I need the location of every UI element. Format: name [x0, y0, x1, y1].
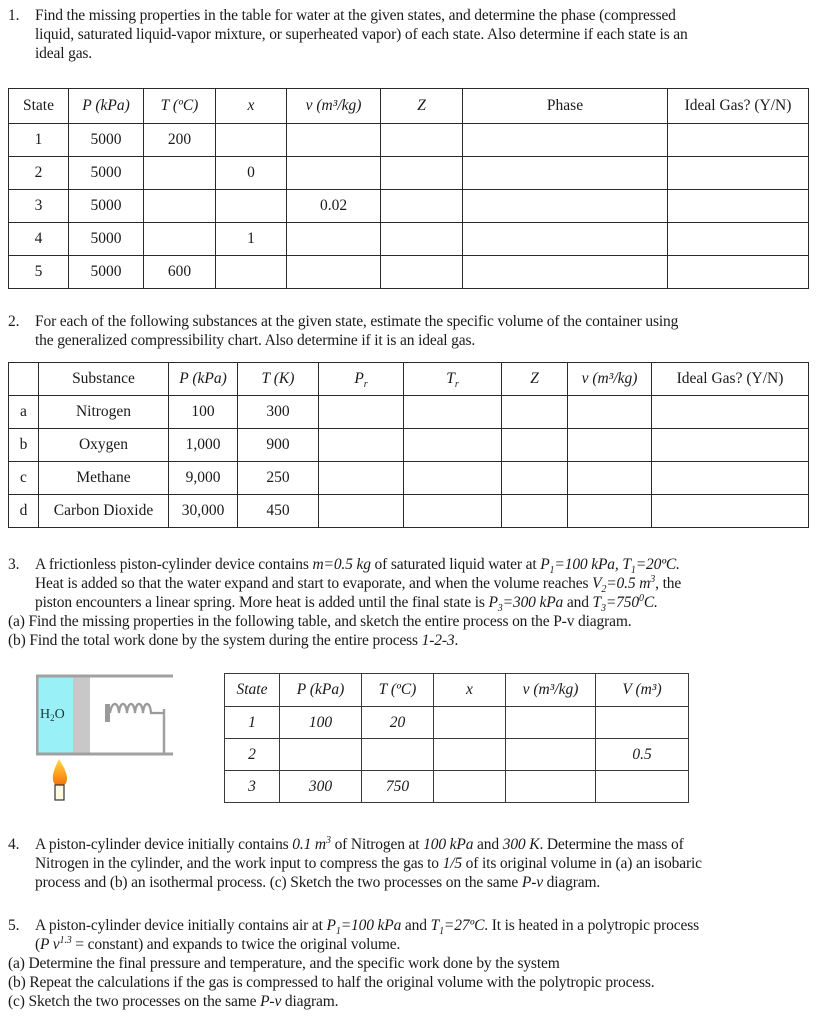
table-row	[225, 771, 689, 803]
cell: Nitrogen	[39, 396, 169, 429]
cell: 0.02	[287, 190, 381, 223]
cell[interactable]	[502, 462, 568, 495]
text-line: A frictionless piston-cylinder device contains m=0.5 kg of saturated liquid water at $P_1=100$ kPa, $T_1=20ºC$.	[35, 556, 680, 577]
cell: 5	[9, 256, 69, 289]
cell[interactable]	[434, 739, 506, 771]
problem-number: 3.	[8, 556, 20, 573]
cell: 1	[9, 124, 69, 157]
cell[interactable]	[434, 707, 506, 739]
cell[interactable]	[216, 256, 287, 289]
problem-4-text	[8, 835, 816, 892]
cell: 4	[9, 223, 69, 256]
table-row	[9, 256, 809, 289]
cell[interactable]	[319, 396, 404, 429]
cell: 20	[362, 707, 434, 739]
part-a-text: (a) Find the missing properties in the following table, and sketch the entire process on the P-v diagram.	[8, 613, 632, 630]
cell: 0.5	[596, 739, 689, 771]
table-row	[9, 223, 809, 256]
text-line: A piston-cylinder device initially contains air at $P_1=100$ kPa and $T_1=27ºC$. It is heated in a polytropic process	[35, 917, 699, 938]
cell: 200	[144, 124, 216, 157]
cell[interactable]	[568, 429, 652, 462]
cell[interactable]	[381, 157, 463, 190]
cell: 3	[9, 190, 69, 223]
cell[interactable]	[287, 124, 381, 157]
header-reduced-pressure: $P_r$	[319, 363, 404, 396]
compressibility-table	[8, 362, 809, 528]
cell[interactable]	[506, 739, 596, 771]
header-state: State	[9, 89, 69, 124]
cell[interactable]	[652, 495, 809, 528]
part-b-text: (b) Find the total work done by the system during the entire process 1-2-3.	[8, 632, 459, 649]
cell[interactable]	[506, 771, 596, 803]
cell: b	[9, 429, 39, 462]
cell[interactable]	[668, 223, 809, 256]
cell[interactable]	[463, 157, 668, 190]
text-line: piston encounters a linear spring. More heat is added until the final state is $P_3=300$ kPa and $T_3=750^0C$.	[35, 592, 658, 615]
flame-icon	[53, 759, 67, 786]
cell: 9,000	[169, 462, 238, 495]
text-line: liquid, saturated liquid-vapor mixture, or superheated vapor) of each state. Also determine if each state is an	[35, 26, 688, 43]
text-line: ideal gas.	[35, 45, 93, 62]
header-state: State	[225, 674, 280, 707]
cell[interactable]	[463, 256, 668, 289]
cell: 100	[280, 707, 362, 739]
text-line: the generalized compressibility chart. Also determine if it is an ideal gas.	[35, 332, 476, 349]
cell[interactable]	[381, 190, 463, 223]
cell[interactable]	[652, 429, 809, 462]
cell: Oxygen	[39, 429, 169, 462]
header-substance: Substance	[39, 363, 169, 396]
header-reduced-temperature: $T_r$	[404, 363, 502, 396]
piston	[73, 676, 90, 754]
problem-number: 5.	[8, 917, 20, 934]
part-b-text: (b) Repeat the calculations if the gas is compressed to half the original volume with the polytropic process.	[8, 974, 655, 991]
cell: Carbon Dioxide	[39, 495, 169, 528]
text-line: Nitrogen in the cylinder, and the work input to compress the gas to 1/5 of its original volume in (a) an isobaric	[35, 855, 702, 872]
cell[interactable]	[463, 190, 668, 223]
spring-icon	[110, 704, 164, 713]
header-pressure: P (kPa)	[69, 89, 144, 124]
cell[interactable]	[506, 707, 596, 739]
header-specific-volume: v (m³/kg)	[568, 363, 652, 396]
cell[interactable]	[381, 124, 463, 157]
problem-1-text	[8, 6, 816, 63]
table-row	[225, 739, 689, 771]
cell: Methane	[39, 462, 169, 495]
part-a-text: (a) Determine the final pressure and temperature, and the specific work done by the system	[8, 955, 560, 972]
cell[interactable]	[144, 223, 216, 256]
table-row	[225, 707, 689, 739]
cell: 3	[225, 771, 280, 803]
cell[interactable]	[668, 157, 809, 190]
header-specific-volume: v (m³/kg)	[287, 89, 381, 124]
table-row	[9, 462, 809, 495]
cell[interactable]	[144, 190, 216, 223]
cell[interactable]	[362, 739, 434, 771]
cell[interactable]	[502, 429, 568, 462]
problem-number: 4.	[8, 836, 20, 853]
table-header-row	[9, 363, 809, 396]
piston-states-table	[224, 673, 689, 803]
cell[interactable]	[404, 495, 502, 528]
cell[interactable]	[463, 223, 668, 256]
cell[interactable]	[502, 396, 568, 429]
table-row	[9, 190, 809, 223]
cell[interactable]	[568, 495, 652, 528]
problem-3-text	[8, 555, 816, 650]
cell: 900	[238, 429, 319, 462]
text-line: Heat is added so that the water expand and start to evaporate, and when the volume reaches $V_2=0.5$ $m^3$, the	[35, 573, 682, 596]
header-volume: V (m³)	[596, 674, 689, 707]
cell: 1,000	[169, 429, 238, 462]
text-line: For each of the following substances at the given state, estimate the specific volume of the container using	[35, 313, 679, 330]
table-row	[9, 495, 809, 528]
text-line: A piston-cylinder device initially contains 0.1 $m^3$ of Nitrogen at 100 kPa and 300 K. Determine the mass of	[35, 834, 684, 853]
cell[interactable]	[381, 256, 463, 289]
header-pressure: P (kPa)	[280, 674, 362, 707]
table-row	[9, 396, 809, 429]
cell: 5000	[69, 256, 144, 289]
cell: 1	[225, 707, 280, 739]
piston-cylinder-figure	[36, 673, 176, 818]
problem-number: 1.	[8, 7, 20, 24]
water-properties-table	[8, 88, 809, 289]
cell[interactable]	[668, 124, 809, 157]
header-temperature: T (ºC)	[144, 89, 216, 124]
cell[interactable]	[668, 190, 809, 223]
table-row	[9, 429, 809, 462]
cell: 250	[238, 462, 319, 495]
cell[interactable]	[668, 256, 809, 289]
cell[interactable]	[596, 771, 689, 803]
cell[interactable]	[319, 462, 404, 495]
table-header-row	[9, 89, 809, 124]
cell: 5000	[69, 190, 144, 223]
cell[interactable]	[287, 223, 381, 256]
header-z: Z	[381, 89, 463, 124]
header-pressure: P (kPa)	[169, 363, 238, 396]
header-ideal-gas: Ideal Gas? (Y/N)	[652, 363, 809, 396]
cell[interactable]	[652, 396, 809, 429]
header-ideal-gas: Ideal Gas? (Y/N)	[668, 89, 809, 124]
cell: 600	[144, 256, 216, 289]
candle-icon	[55, 785, 64, 800]
table-row	[9, 157, 809, 190]
cell[interactable]	[568, 396, 652, 429]
cell[interactable]	[568, 462, 652, 495]
svg-text:H2O: $H_2O$	[40, 707, 65, 723]
header-quality: x	[216, 89, 287, 124]
text-line: process and (b) an isothermal process. (c) Sketch the two processes on the same P-v diagram.	[35, 874, 601, 891]
cell: d	[9, 495, 39, 528]
header-phase: Phase	[463, 89, 668, 124]
cell[interactable]	[596, 707, 689, 739]
cell: c	[9, 462, 39, 495]
cell: 450	[238, 495, 319, 528]
piston-cylinder-diagram	[36, 673, 176, 818]
cell: 5000	[69, 223, 144, 256]
cell[interactable]	[463, 124, 668, 157]
header-temperature: T (ºC)	[362, 674, 434, 707]
cell[interactable]	[404, 396, 502, 429]
cell[interactable]	[404, 429, 502, 462]
problem-2-text	[8, 312, 816, 350]
cell: 2	[225, 739, 280, 771]
cell: 5000	[69, 157, 144, 190]
cell[interactable]	[434, 771, 506, 803]
part-c-text: (c) Sketch the two processes on the same P-v diagram.	[8, 993, 339, 1010]
table-header-row	[225, 674, 689, 707]
cell[interactable]	[216, 124, 287, 157]
cell[interactable]	[502, 495, 568, 528]
cell[interactable]	[287, 256, 381, 289]
cell[interactable]	[319, 429, 404, 462]
header-z: Z	[502, 363, 568, 396]
cell[interactable]	[319, 495, 404, 528]
cell[interactable]	[287, 157, 381, 190]
cell: 300	[238, 396, 319, 429]
cell: 300	[280, 771, 362, 803]
cell[interactable]	[280, 739, 362, 771]
header-specific-volume: v (m³/kg)	[506, 674, 596, 707]
problem-number: 2.	[8, 313, 20, 330]
cell: 750	[362, 771, 434, 803]
header-label	[9, 363, 39, 396]
cell: 1	[216, 223, 287, 256]
header-temperature: T (K)	[238, 363, 319, 396]
problem-5-text	[8, 916, 816, 1011]
cell: 2	[9, 157, 69, 190]
cell: a	[9, 396, 39, 429]
cell[interactable]	[216, 190, 287, 223]
text-line: (P $v^{1.3}$ = constant) and expands to twice the original volume.	[35, 934, 401, 953]
cell: 0	[216, 157, 287, 190]
cell: 100	[169, 396, 238, 429]
cell: 5000	[69, 124, 144, 157]
text-line: Find the missing properties in the table for water at the given states, and determine the phase (compressed	[35, 7, 676, 24]
header-quality: x	[434, 674, 506, 707]
table-row	[9, 124, 809, 157]
cell[interactable]	[404, 462, 502, 495]
cell[interactable]	[144, 157, 216, 190]
cell[interactable]	[381, 223, 463, 256]
cell: 30,000	[169, 495, 238, 528]
cell[interactable]	[652, 462, 809, 495]
